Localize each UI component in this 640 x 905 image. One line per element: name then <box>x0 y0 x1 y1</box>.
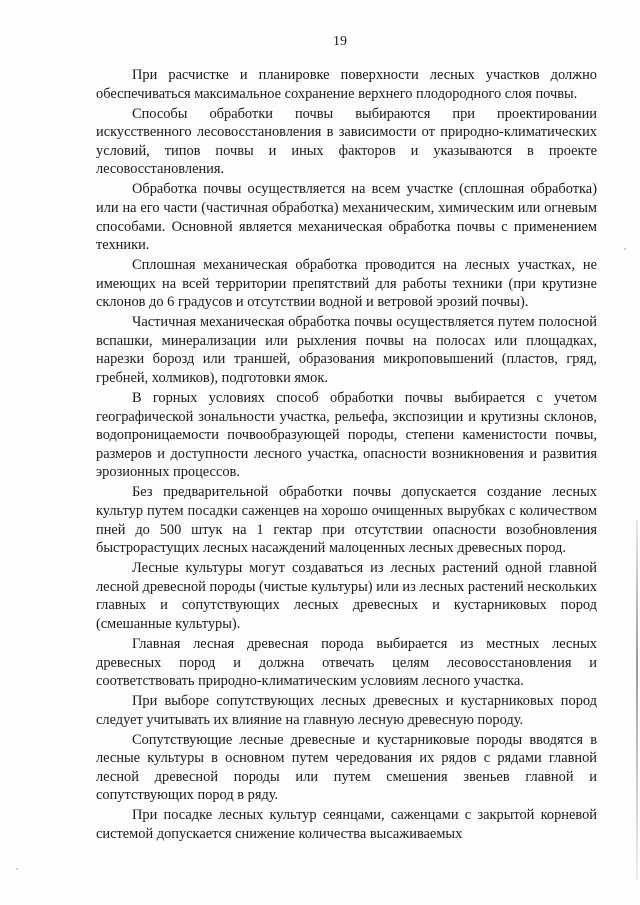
paragraph-companion-species-selection: При выборе сопутствующих лесных древесных и кустарниковых пород следует учитывать их влияние на главную лесную древесную породу. <box>96 693 597 728</box>
paragraph-closed-root-planting: При посадке лесных культур сеянцами, саженцами с закрытой корневой системой допускается снижение количества высаживаемых <box>96 807 597 843</box>
paragraph-main-species: Главная лесная древесная порода выбирается из местных лесных древесных пород и должна отвечать целям лесовосстановления и соответствовать природно-климатическим условиям лесного участка. <box>96 635 597 690</box>
paragraph-continuous-treatment: Сплошная механическая обработка проводится на лесных участках, не имеющих на всей территории препятствий для работы техники (при крутизне склонов до 6 градусов и отсутствии водной и ветровой эрозий почвы). <box>96 257 597 311</box>
paragraph-soil-treatment-scope: Обработка почвы осуществляется на всем участке (сплошная обработка) или на его части (частичная обработка) механическим, химическим или огневым способами. Основной является механическая обработка почвы с применением техники. <box>96 181 597 254</box>
page-number: 19 <box>333 34 347 49</box>
scan-edge-shadow <box>636 520 638 880</box>
document-body <box>96 66 597 845</box>
paragraph-soil-treatment-methods: Способы обработки почвы выбираются при проектировании искусственного лесовосстановления в зависимости от природно-климатических условий, типов почвы и иных факторов и указываются в проекте лесовосстановления. <box>96 105 597 178</box>
paragraph-partial-treatment: Частичная механическая обработка почвы осуществляется путем полосной вспашки, минерализации или рыхления почвы на полосах или площадках, нарезки борозд или траншей, образования микроповышений (пластов, гряд, гребней, холмиков), подготовки ямок. <box>96 314 597 387</box>
paragraph-forest-crops-composition: Лесные культуры могут создаваться из лесных растений одной главной лесной древесной породы (чистые культуры) или из лесных растений нескольких главных и сопутствующих лесных древесных и кустарниковых пород (смешанные культуры). <box>96 560 597 632</box>
paragraph-no-pretreatment: Без предварительной обработки почвы допускается создание лесных культур путем посадки саженцев на хорошо очищенных вырубках с количеством пней до 500 штук на 1 гектар при отсутствии опасности возобновления быстрорастущих лесных насаждений малоценных лесных древесных пород. <box>96 484 597 557</box>
scan-speck <box>16 868 18 870</box>
paragraph-mountain-conditions: В горных условиях способ обработки почвы выбирается с учетом географической зональности участка, рельефа, экспозиции и крутизны склонов, водопроницаемости почвообразующей породы, степени каменистости почвы, размеров и доступности лесного участка, опасности возникновения и развития эрозионных процессов. <box>96 390 597 481</box>
scan-speck <box>624 248 626 250</box>
paragraph-companion-species-planting: Сопутствующие лесные древесные и кустарниковые породы вводятся в лесные культуры в основном путем чередования их рядов с рядами главной лесной древесной породы или путем смешения звеньев главной и сопутствующих пород в ряду. <box>96 731 597 804</box>
paragraph-surface-clearing: При расчистке и планировке поверхности лесных участков должно обеспечиваться максимальное сохранение верхнего плодородного слоя почвы. <box>96 67 597 102</box>
